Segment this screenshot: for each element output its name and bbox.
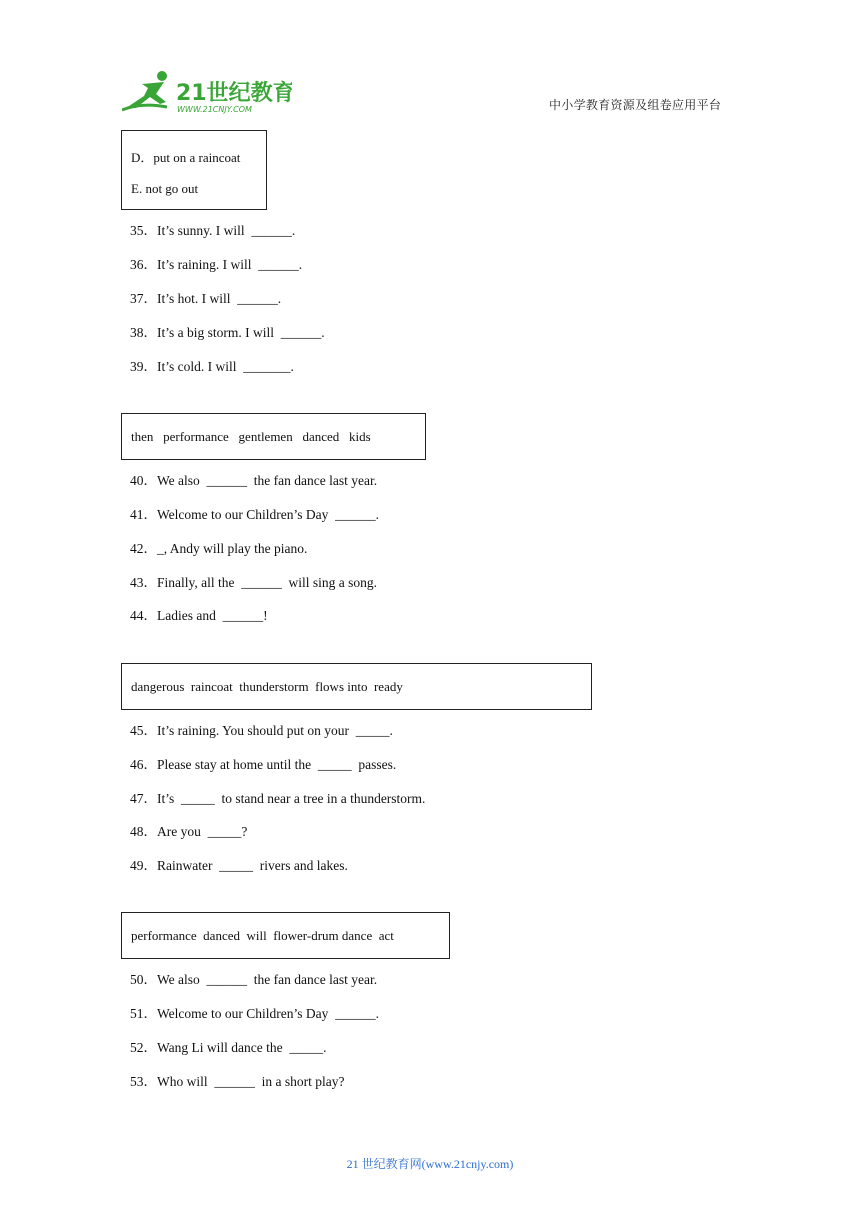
word-box-option-e: E. not go out — [131, 181, 199, 196]
question-51: 51．Welcome to our Children’s Day ______. — [130, 1006, 379, 1021]
word-box-4 — [121, 912, 450, 959]
question-36: 36．It’s raining. I will ______. — [130, 257, 303, 272]
question-53: 53．Who will ______ in a short play? — [130, 1074, 345, 1089]
header-platform-text: 中小学教育资源及组卷应用平台 — [549, 98, 722, 112]
question-44: 44．Ladies and ______! — [130, 608, 268, 623]
word-box-3 — [121, 663, 592, 710]
question-45: 45．It’s raining. You should put on your _____. — [130, 723, 393, 738]
site-logo — [122, 70, 292, 118]
question-50: 50．We also ______ the fan dance last year. — [130, 972, 378, 987]
word-box-words: then performance gentlemen danced kids — [131, 429, 371, 444]
footer-link[interactable]: 21 世纪教育网(www.21cnjy.com) — [346, 1157, 514, 1171]
question-40: 40．We also ______ the fan dance last year. — [130, 473, 378, 488]
question-43: 43．Finally, all the ______ will sing a song. — [130, 575, 377, 590]
word-box-1 — [121, 130, 267, 210]
svg-text:WWW.21CNJY.COM: WWW.21CNJY.COM — [177, 105, 252, 114]
word-box-words: performance danced will flower-drum dance act — [131, 928, 394, 943]
word-box-option-d: D．put on a raincoat — [131, 150, 241, 165]
runner-logo-icon — [122, 70, 292, 118]
question-39: 39．It’s cold. I will _______. — [130, 359, 294, 374]
question-41: 41．Welcome to our Children’s Day ______. — [130, 507, 379, 522]
question-48: 48．Are you _____? — [130, 824, 248, 839]
word-box-words: dangerous raincoat thunderstorm flows into ready — [131, 679, 403, 694]
question-49: 49．Rainwater _____ rivers and lakes. — [130, 858, 348, 873]
question-47: 47．It’s _____ to stand near a tree in a thunderstorm. — [130, 791, 426, 806]
question-52: 52．Wang Li will dance the _____. — [130, 1040, 327, 1055]
question-46: 46．Please stay at home until the _____ passes. — [130, 757, 397, 772]
word-box-2 — [121, 413, 426, 460]
question-37: 37．It’s hot. I will ______. — [130, 291, 282, 306]
svg-text:21世纪教育: 21世纪教育 — [176, 81, 292, 106]
question-35: 35．It’s sunny. I will ______. — [130, 223, 296, 238]
question-42: 42．_, Andy will play the piano. — [130, 541, 308, 556]
question-38: 38．It’s a big storm. I will ______. — [130, 325, 325, 340]
